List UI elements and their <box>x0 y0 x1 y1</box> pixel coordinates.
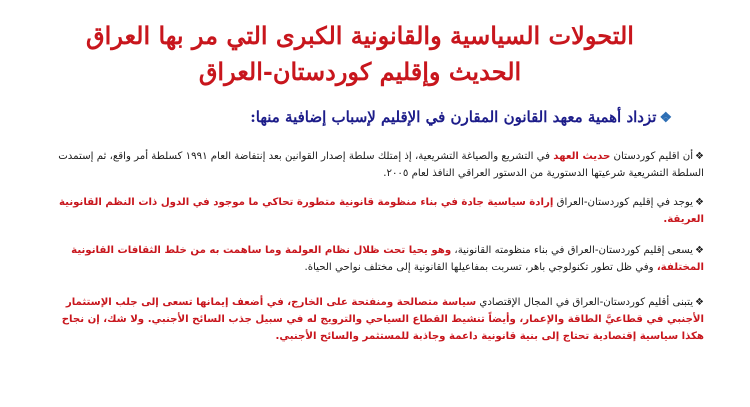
title-line-2: الحديث وإقليم كوردستان-العراق <box>198 57 522 86</box>
bullet-text: أن اقليم كوردستان <box>610 151 694 162</box>
bullet-item-4 <box>44 294 704 345</box>
bullet-text: يتبنى أقليم كوردستان-العراق في المجال الإقتصادي <box>476 297 694 308</box>
title-line-1: التحولات السياسية والقانونية الكبرى التي مر بها العراق <box>86 21 634 50</box>
bullet-list <box>44 148 704 358</box>
subheading-text: تزداد أهمية معهد القانون المقارن في الإقليم لإسباب إضافية منها: <box>250 108 657 126</box>
bullet-item-2 <box>44 194 704 228</box>
four-diamond-bullet-icon: ❖ <box>695 297 704 308</box>
bullet-item-3 <box>44 242 704 276</box>
bullet-text: يسعى إقليم كوردستان-العراق في بناء منظومته القانونية، <box>451 245 694 256</box>
bullet-highlight: وهو يحيا تحت ظلال نظام العولمة وما ساهمت به من خلط الثقافات القانونية المختلفة، <box>71 245 704 273</box>
bullet-highlight: إرادة سياسية جادة في بناء منظومة قانونية متطورة تحاكي ما موجود في الدول ذات النظم القانونية العريقة. <box>58 197 704 225</box>
bullet-highlight: سياسة متصالحة ومنفتحة على الخارج، في أضعف إيمانها تسعى إلى جلب الإستثمار الأجنبي في قطاعيَّ الطاقة والإعمار، وأيضاً تنشيط القطاع السياحي والترويج له في سبيل جذب السائح الأجنبي. ولا شك، إن نجاح هكذا سياسية إقتصادية تحتاج إلى بنية قانونية داعمة وجاذبة للمستثمر والسائح الأجنبي. <box>61 297 704 342</box>
bullet-highlight: حديث العهد <box>553 151 611 162</box>
four-diamond-bullet-icon: ❖ <box>695 245 704 256</box>
four-diamond-bullet-icon: ❖ <box>695 197 704 208</box>
bullet-text: يوجد في إقليم كوردستان-العراق <box>553 197 694 208</box>
slide-title <box>40 18 680 90</box>
section-subheading <box>112 106 672 129</box>
bullet-text: وفي ظل تطور تكنولوجي باهر، تسربت بمفاعيلها القانونية إلى مختلف نواحي الحياة. <box>304 262 657 273</box>
bullet-item-1 <box>44 148 704 182</box>
four-diamond-bullet-icon: ❖ <box>695 151 704 162</box>
four-diamond-bullet-icon: ❖ <box>659 110 672 126</box>
bullet-text: في التشريع والصياغة التشريعية، إذ إمتلك سلطة إصدار القوانين بعد إنتفاضة العام ١٩٩١ كسلطة أمر واقع، ثم إستمدت السلطة التشريعية شرعيتها الدستورية من الدستور العراقي النافذ لعام ٢٠٠٥. <box>58 151 704 179</box>
